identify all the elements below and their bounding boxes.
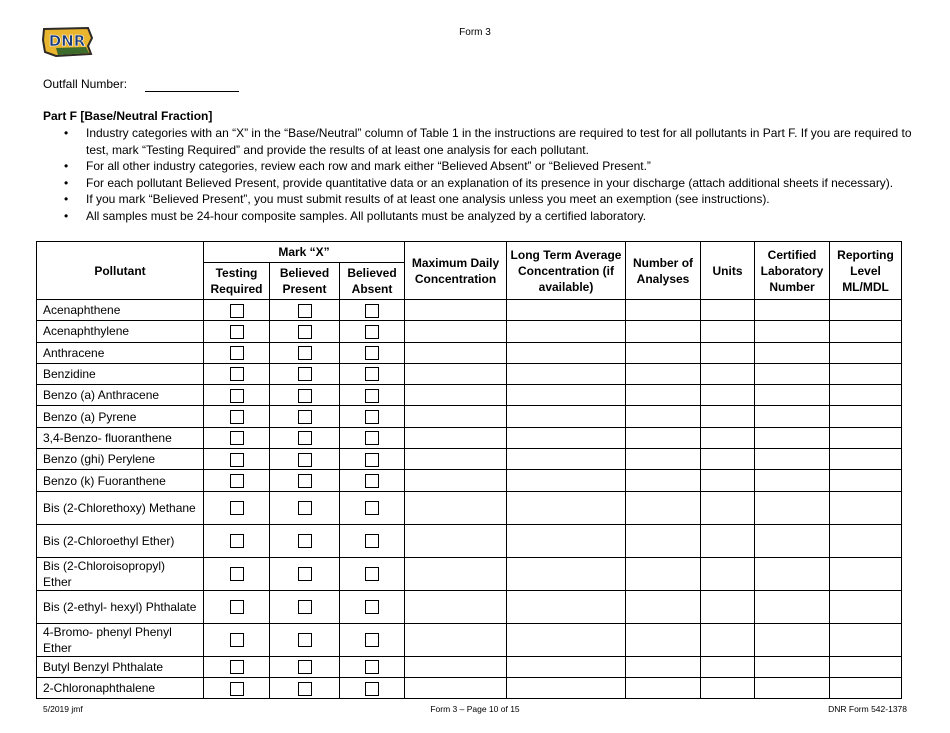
- num-analyses-input[interactable]: [626, 406, 701, 427]
- cert-lab-input[interactable]: [755, 321, 830, 342]
- believed-absent-checkbox[interactable]: [365, 346, 379, 360]
- long-term-input[interactable]: [507, 385, 626, 406]
- pollutant-name: Benzo (k) Fuoranthene: [37, 470, 204, 491]
- believed-present-cell: [270, 524, 340, 557]
- header-max-daily: Maximum Daily Concentration: [405, 242, 507, 300]
- max-daily-input[interactable]: [405, 406, 507, 427]
- units-input[interactable]: [701, 449, 755, 470]
- believed-absent-checkbox[interactable]: [365, 534, 379, 548]
- table-row: [37, 385, 902, 406]
- max-daily-input[interactable]: [405, 342, 507, 363]
- footer-date: 5/2019 jmf: [43, 704, 83, 714]
- pollutant-name: 2-Chloronaphthalene: [37, 677, 204, 698]
- testing-required-checkbox[interactable]: [230, 453, 244, 467]
- long-term-input[interactable]: [507, 590, 626, 623]
- testing-required-checkbox[interactable]: [230, 431, 244, 445]
- num-analyses-input[interactable]: [626, 524, 701, 557]
- testing-required-cell: [204, 524, 270, 557]
- table-row: [37, 449, 902, 470]
- units-input[interactable]: [701, 470, 755, 491]
- believed-absent-checkbox[interactable]: [365, 304, 379, 318]
- believed-absent-cell: [340, 300, 405, 321]
- testing-required-checkbox[interactable]: [230, 410, 244, 424]
- believed-present-cell: [270, 623, 340, 656]
- pollutant-name: Bis (2-Chloroisopropyl) Ether: [37, 557, 204, 590]
- header-believed-present: Believed Present: [270, 263, 340, 300]
- instruction-item: • If you mark “Believed Present”, you must submit results of at least one analysis unless you meet an exemption (see instructions).: [63, 191, 913, 208]
- long-term-input[interactable]: [507, 406, 626, 427]
- units-input[interactable]: [701, 321, 755, 342]
- believed-present-checkbox[interactable]: [298, 501, 312, 515]
- max-daily-input[interactable]: [405, 321, 507, 342]
- max-daily-input[interactable]: [405, 427, 507, 448]
- num-analyses-input[interactable]: [626, 300, 701, 321]
- num-analyses-input[interactable]: [626, 677, 701, 698]
- cert-lab-input[interactable]: [755, 557, 830, 590]
- testing-required-cell: [204, 623, 270, 656]
- footer-form-number: DNR Form 542-1378: [828, 704, 907, 714]
- num-analyses-input[interactable]: [626, 557, 701, 590]
- cert-lab-input[interactable]: [755, 524, 830, 557]
- believed-absent-checkbox[interactable]: [365, 600, 379, 614]
- believed-present-checkbox[interactable]: [298, 410, 312, 424]
- believed-present-cell: [270, 590, 340, 623]
- long-term-input[interactable]: [507, 470, 626, 491]
- cert-lab-input[interactable]: [755, 427, 830, 448]
- num-analyses-input[interactable]: [626, 385, 701, 406]
- max-daily-input[interactable]: [405, 623, 507, 656]
- testing-required-cell: [204, 321, 270, 342]
- reporting-level-input[interactable]: [830, 427, 902, 448]
- testing-required-checkbox[interactable]: [230, 501, 244, 515]
- num-analyses-input[interactable]: [626, 623, 701, 656]
- reporting-level-input[interactable]: [830, 300, 902, 321]
- believed-present-cell: [270, 321, 340, 342]
- believed-absent-cell: [340, 321, 405, 342]
- believed-absent-cell: [340, 656, 405, 677]
- instruction-item: • All samples must be 24-hour composite samples. All pollutants must be analyzed by a certified laboratory.: [63, 208, 913, 225]
- pollutant-name: Bis (2-Chloroethyl Ether): [37, 524, 204, 557]
- testing-required-checkbox[interactable]: [230, 389, 244, 403]
- cert-lab-input[interactable]: [755, 470, 830, 491]
- header-long-term: Long Term Average Concentration (if available): [507, 242, 626, 300]
- testing-required-cell: [204, 470, 270, 491]
- table-row: [37, 406, 902, 427]
- max-daily-input[interactable]: [405, 385, 507, 406]
- reporting-level-input[interactable]: [830, 656, 902, 677]
- num-analyses-input[interactable]: [626, 470, 701, 491]
- believed-absent-cell: [340, 427, 405, 448]
- units-input[interactable]: [701, 300, 755, 321]
- testing-required-checkbox[interactable]: [230, 682, 244, 696]
- believed-present-checkbox[interactable]: [298, 304, 312, 318]
- header-testing-required: Testing Required: [204, 263, 270, 300]
- units-input[interactable]: [701, 342, 755, 363]
- pollutant-name: Butyl Benzyl Phthalate: [37, 656, 204, 677]
- believed-present-checkbox[interactable]: [298, 389, 312, 403]
- testing-required-cell: [204, 449, 270, 470]
- table-row: [37, 557, 902, 590]
- believed-present-checkbox[interactable]: [298, 567, 312, 581]
- long-term-input[interactable]: [507, 677, 626, 698]
- believed-absent-checkbox[interactable]: [365, 431, 379, 445]
- believed-present-checkbox[interactable]: [298, 600, 312, 614]
- cert-lab-input[interactable]: [755, 449, 830, 470]
- units-input[interactable]: [701, 427, 755, 448]
- reporting-level-input[interactable]: [830, 406, 902, 427]
- cert-lab-input[interactable]: [755, 656, 830, 677]
- units-input[interactable]: [701, 623, 755, 656]
- long-term-input[interactable]: [507, 342, 626, 363]
- testing-required-cell: [204, 656, 270, 677]
- pollutant-name: 4-Bromo- phenyl Phenyl Ether: [37, 623, 204, 656]
- table-row: [37, 623, 902, 656]
- num-analyses-input[interactable]: [626, 491, 701, 524]
- num-analyses-input[interactable]: [626, 656, 701, 677]
- reporting-level-input[interactable]: [830, 321, 902, 342]
- pollutant-name: Acenaphthene: [37, 300, 204, 321]
- believed-present-cell: [270, 656, 340, 677]
- believed-present-cell: [270, 427, 340, 448]
- believed-present-cell: [270, 300, 340, 321]
- units-input[interactable]: [701, 557, 755, 590]
- form-label: Form 3: [459, 27, 491, 38]
- believed-present-cell: [270, 363, 340, 384]
- reporting-level-input[interactable]: [830, 524, 902, 557]
- pollutant-name: Acenaphthylene: [37, 321, 204, 342]
- long-term-input[interactable]: [507, 656, 626, 677]
- cert-lab-input[interactable]: [755, 623, 830, 656]
- believed-absent-checkbox[interactable]: [365, 325, 379, 339]
- testing-required-cell: [204, 557, 270, 590]
- believed-present-checkbox[interactable]: [298, 534, 312, 548]
- reporting-level-input[interactable]: [830, 677, 902, 698]
- units-input[interactable]: [701, 590, 755, 623]
- long-term-input[interactable]: [507, 427, 626, 448]
- table-row: [37, 427, 902, 448]
- testing-required-checkbox[interactable]: [230, 534, 244, 548]
- believed-present-checkbox[interactable]: [298, 431, 312, 445]
- believed-absent-cell: [340, 342, 405, 363]
- num-analyses-input[interactable]: [626, 342, 701, 363]
- units-input[interactable]: [701, 656, 755, 677]
- pollutant-name: Benzo (ghi) Perylene: [37, 449, 204, 470]
- units-input[interactable]: [701, 491, 755, 524]
- believed-present-checkbox[interactable]: [298, 682, 312, 696]
- long-term-input[interactable]: [507, 557, 626, 590]
- believed-present-cell: [270, 449, 340, 470]
- max-daily-input[interactable]: [405, 557, 507, 590]
- testing-required-cell: [204, 342, 270, 363]
- units-input[interactable]: [701, 385, 755, 406]
- num-analyses-input[interactable]: [626, 363, 701, 384]
- believed-absent-cell: [340, 470, 405, 491]
- long-term-input[interactable]: [507, 623, 626, 656]
- believed-absent-checkbox[interactable]: [365, 660, 379, 674]
- part-title: Part F [Base/Neutral Fraction]: [43, 109, 213, 123]
- max-daily-input[interactable]: [405, 656, 507, 677]
- believed-absent-checkbox[interactable]: [365, 633, 379, 647]
- long-term-input[interactable]: [507, 363, 626, 384]
- testing-required-cell: [204, 590, 270, 623]
- believed-present-cell: [270, 557, 340, 590]
- believed-absent-checkbox[interactable]: [365, 501, 379, 515]
- testing-required-cell: [204, 427, 270, 448]
- reporting-level-input[interactable]: [830, 363, 902, 384]
- units-input[interactable]: [701, 406, 755, 427]
- table-body: [37, 300, 902, 699]
- table-row: [37, 470, 902, 491]
- believed-absent-cell: [340, 623, 405, 656]
- max-daily-input[interactable]: [405, 590, 507, 623]
- testing-required-cell: [204, 363, 270, 384]
- testing-required-checkbox[interactable]: [230, 633, 244, 647]
- table-row: [37, 524, 902, 557]
- believed-absent-cell: [340, 491, 405, 524]
- testing-required-checkbox[interactable]: [230, 325, 244, 339]
- table-row: [37, 363, 902, 384]
- max-daily-input[interactable]: [405, 677, 507, 698]
- cert-lab-input[interactable]: [755, 363, 830, 384]
- believed-absent-checkbox[interactable]: [365, 682, 379, 696]
- reporting-level-input[interactable]: [830, 590, 902, 623]
- header-believed-absent: Believed Absent: [340, 263, 405, 300]
- believed-present-checkbox[interactable]: [298, 325, 312, 339]
- pollutant-name: Benzo (a) Anthracene: [37, 385, 204, 406]
- pollutant-name: Benzo (a) Pyrene: [37, 406, 204, 427]
- believed-absent-cell: [340, 385, 405, 406]
- table-row: [37, 656, 902, 677]
- reporting-level-input[interactable]: [830, 449, 902, 470]
- believed-absent-checkbox[interactable]: [365, 410, 379, 424]
- believed-present-checkbox[interactable]: [298, 453, 312, 467]
- header-units: Units: [701, 242, 755, 300]
- outfall-label: Outfall Number:: [43, 77, 128, 91]
- testing-required-cell: [204, 300, 270, 321]
- table-row: [37, 677, 902, 698]
- header-pollutant: Pollutant: [37, 242, 204, 300]
- believed-absent-checkbox[interactable]: [365, 567, 379, 581]
- cert-lab-input[interactable]: [755, 300, 830, 321]
- max-daily-input[interactable]: [405, 363, 507, 384]
- header-mark-x: Mark “X”: [204, 242, 405, 263]
- pollutant-name: 3,4-Benzo- fluoranthene: [37, 427, 204, 448]
- believed-absent-cell: [340, 677, 405, 698]
- believed-present-cell: [270, 385, 340, 406]
- max-daily-input[interactable]: [405, 449, 507, 470]
- long-term-input[interactable]: [507, 524, 626, 557]
- testing-required-cell: [204, 491, 270, 524]
- long-term-input[interactable]: [507, 321, 626, 342]
- cert-lab-input[interactable]: [755, 491, 830, 524]
- units-input[interactable]: [701, 363, 755, 384]
- instructions-list: [63, 125, 913, 224]
- max-daily-input[interactable]: [405, 300, 507, 321]
- believed-absent-cell: [340, 590, 405, 623]
- num-analyses-input[interactable]: [626, 449, 701, 470]
- testing-required-cell: [204, 385, 270, 406]
- cert-lab-input[interactable]: [755, 385, 830, 406]
- cert-lab-input[interactable]: [755, 677, 830, 698]
- believed-absent-cell: [340, 449, 405, 470]
- pollutant-name: Anthracene: [37, 342, 204, 363]
- believed-present-checkbox[interactable]: [298, 367, 312, 381]
- table-row: [37, 321, 902, 342]
- long-term-input[interactable]: [507, 449, 626, 470]
- units-input[interactable]: [701, 677, 755, 698]
- believed-absent-cell: [340, 363, 405, 384]
- max-daily-input[interactable]: [405, 524, 507, 557]
- believed-present-cell: [270, 491, 340, 524]
- believed-absent-cell: [340, 557, 405, 590]
- table-row: [37, 590, 902, 623]
- believed-present-checkbox[interactable]: [298, 474, 312, 488]
- cert-lab-input[interactable]: [755, 342, 830, 363]
- reporting-level-input[interactable]: [830, 491, 902, 524]
- reporting-level-input[interactable]: [830, 557, 902, 590]
- believed-present-cell: [270, 470, 340, 491]
- pollutant-name: Benzidine: [37, 363, 204, 384]
- footer-page: Form 3 – Page 10 of 15: [430, 704, 520, 714]
- believed-present-checkbox[interactable]: [298, 346, 312, 360]
- testing-required-checkbox[interactable]: [230, 304, 244, 318]
- testing-required-checkbox[interactable]: [230, 600, 244, 614]
- max-daily-input[interactable]: [405, 470, 507, 491]
- table-row: [37, 300, 902, 321]
- reporting-level-input[interactable]: [830, 385, 902, 406]
- units-input[interactable]: [701, 524, 755, 557]
- num-analyses-input[interactable]: [626, 427, 701, 448]
- reporting-level-input[interactable]: [830, 470, 902, 491]
- believed-present-cell: [270, 406, 340, 427]
- outfall-number-field[interactable]: [145, 91, 239, 92]
- believed-present-cell: [270, 677, 340, 698]
- instruction-item: • For all other industry categories, review each row and mark either “Believed Absent” or “Believed Present.”: [63, 158, 913, 175]
- believed-absent-cell: [340, 406, 405, 427]
- reporting-level-input[interactable]: [830, 623, 902, 656]
- believed-present-checkbox[interactable]: [298, 633, 312, 647]
- testing-required-checkbox[interactable]: [230, 660, 244, 674]
- cert-lab-input[interactable]: [755, 590, 830, 623]
- testing-required-checkbox[interactable]: [230, 474, 244, 488]
- believed-absent-checkbox[interactable]: [365, 389, 379, 403]
- header-cert-lab: Certified Laboratory Number: [755, 242, 830, 300]
- table-row: [37, 342, 902, 363]
- testing-required-checkbox[interactable]: [230, 567, 244, 581]
- instruction-item: • For each pollutant Believed Present, provide quantitative data or an explanation of its presence in your discharge (attach additional sheets if necessary).: [63, 175, 913, 192]
- testing-required-cell: [204, 677, 270, 698]
- believed-absent-checkbox[interactable]: [365, 474, 379, 488]
- pollutant-name: Bis (2-ethyl- hexyl) Phthalate: [37, 590, 204, 623]
- table-row: [37, 491, 902, 524]
- logo-text: DNR: [48, 32, 86, 50]
- cert-lab-input[interactable]: [755, 406, 830, 427]
- num-analyses-input[interactable]: [626, 321, 701, 342]
- testing-required-checkbox[interactable]: [230, 367, 244, 381]
- max-daily-input[interactable]: [405, 491, 507, 524]
- num-analyses-input[interactable]: [626, 590, 701, 623]
- believed-present-checkbox[interactable]: [298, 660, 312, 674]
- reporting-level-input[interactable]: [830, 342, 902, 363]
- believed-absent-cell: [340, 524, 405, 557]
- testing-required-checkbox[interactable]: [230, 346, 244, 360]
- instruction-item: • Industry categories with an “X” in the “Base/Neutral” column of Table 1 in the instructions are required to test for all pollutants in Part F. If you are required to test, mark “Testing Required” and provide the results of at least one analysis for each pollutant.: [63, 125, 913, 158]
- long-term-input[interactable]: [507, 300, 626, 321]
- pollutant-name: Bis (2-Chlorethoxy) Methane: [37, 491, 204, 524]
- believed-absent-checkbox[interactable]: [365, 453, 379, 467]
- long-term-input[interactable]: [507, 491, 626, 524]
- pollutant-table: [36, 241, 902, 699]
- header-reporting-level: Reporting Level ML/MDL: [830, 242, 902, 300]
- testing-required-cell: [204, 406, 270, 427]
- header-num-analyses: Number of Analyses: [626, 242, 701, 300]
- believed-present-cell: [270, 342, 340, 363]
- believed-absent-checkbox[interactable]: [365, 367, 379, 381]
